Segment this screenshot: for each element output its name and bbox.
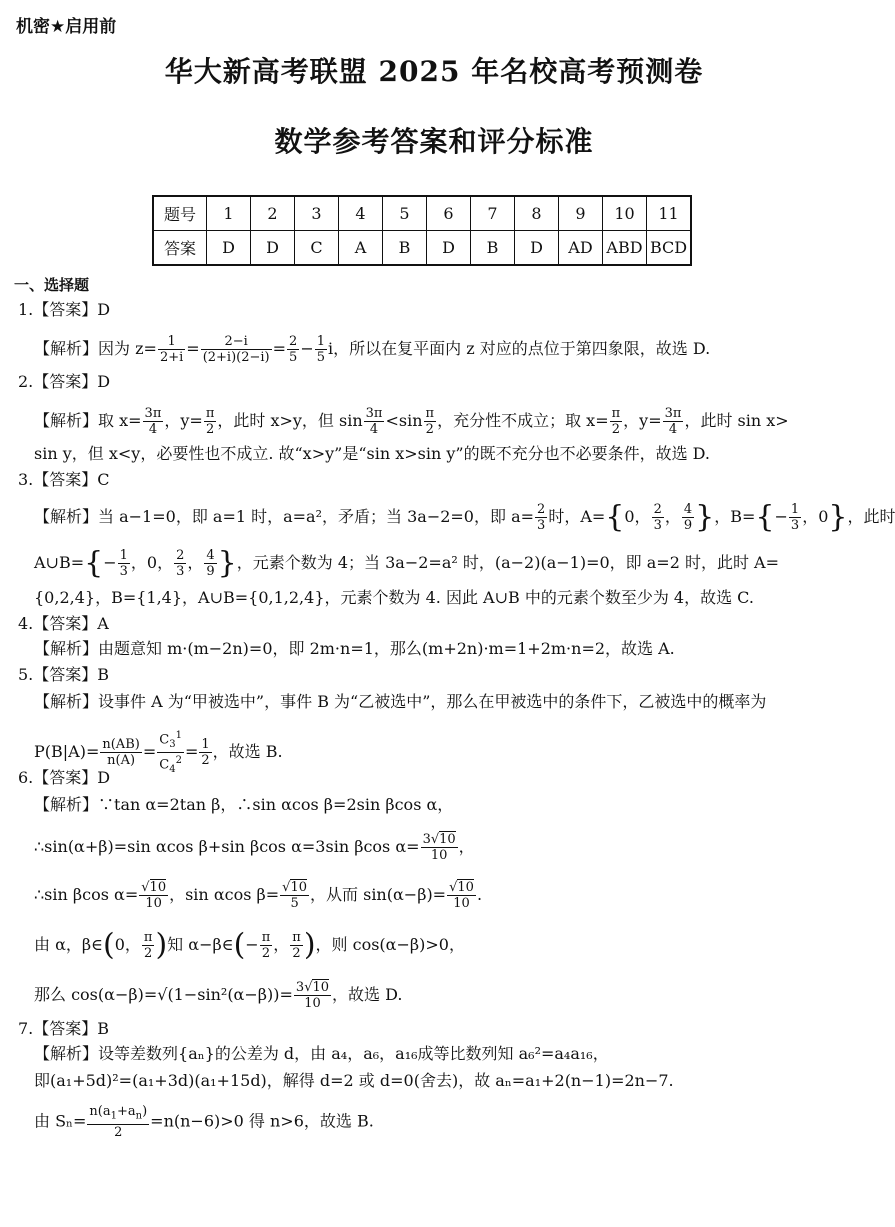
text: ，元素个数为 4；当 3a−2=a² 时，(a−2)(a−1)=0，即 a=2 时，此时 A= (236, 553, 780, 572)
question-1-answer: 1.【答案】D (18, 300, 111, 319)
number-cell: 3 (295, 196, 339, 231)
question-3-explanation-line2: A∪B={− $\frac{1}{3}$ ，0， $\frac{2}{3}$ ， $\frac{4}{9}$ }，元素个数为 4；当 3a−2=a² 时，(a−2)(a−1)=0，即 a=2 时，此时 A= (34, 545, 780, 581)
question-7-explanation-line3 (34, 1104, 374, 1140)
text: 由题意知 m·(m−2n)=0，即 2m·n=1，那么(m+2n)·m=1+2m·n=2，故选 A. (98, 639, 675, 658)
question-3-answer: 3.【答案】C (18, 470, 110, 489)
answer-table-number-row (153, 196, 691, 231)
number-cell: 2 (251, 196, 295, 231)
fraction: $\frac{3\pi}{4}$ (664, 406, 682, 437)
question-2-explanation-line2: sin y，但 x<y，必要性也不成立. 故“x>y”是“sin x>sin y”的既不充分也不必要条件，故选 D. (34, 444, 711, 463)
fraction: $\frac{2-i}{(2+i)(2-i)}$ (202, 334, 270, 365)
question-6-explanation-line3: ∴sin βcos α= $\frac{√10}{10}$ ，sin αcos β= $\frac{√10}{5}$ ，从而 sin(α−β)= $\frac{√10}{10}$ . (34, 880, 483, 911)
fraction: $\frac{2}{3}$ (653, 502, 662, 533)
fraction: $\frac{2}{5}$ (289, 334, 298, 365)
fraction: $\frac{1}{3}$ (790, 502, 800, 533)
explanation-label: 【解析】 (34, 795, 99, 814)
question-2-explanation (34, 406, 789, 437)
text: ，y= (623, 411, 662, 430)
answer-cell: D (207, 231, 251, 266)
text: ，则 cos(α−β)>0， (315, 935, 465, 954)
text: 那么 cos(α−β)=√(1−sin²(α−β))= (34, 985, 293, 1004)
exam-title: 华大新高考联盟 2025 年名校高考预测卷 (164, 55, 704, 88)
fraction: $\frac{\pi}{2}$ (292, 930, 301, 961)
answer-cell: B (383, 231, 427, 266)
question-7-explanation (34, 1046, 609, 1062)
fraction: $\frac{√10}{10}$ (141, 880, 167, 911)
number-cell: 8 (515, 196, 559, 231)
fraction: $\frac{\pi}{2}$ (261, 930, 271, 961)
number-cell: 1 (207, 196, 251, 231)
answer-cell: B (471, 231, 515, 266)
fraction: $\frac{1}{2+i}$ (159, 334, 184, 365)
question-6-explanation (34, 797, 453, 813)
fraction: $\frac{3\pi}{4}$ (144, 406, 162, 437)
text: ，B= (714, 507, 756, 526)
fraction: $\frac{n(a_1+a_n)}{2}$ (89, 1104, 148, 1140)
question-3-explanation: 【解析】当 a−1=0，即 a=1 时，a=a²，矛盾；当 3a−2=0，即 a= $\frac{2}{3}$ 时，A={0， $\frac{2}{3}$ ， $\frac{4}{9}$ }，B={− $\frac{1}{3}$ ，0}，此时 (34, 499, 895, 535)
question-5-explanation (34, 694, 766, 710)
number-row-label: 题号 (153, 196, 207, 231)
answer-cell: AD (559, 231, 603, 266)
question-7-answer: 7.【答案】B (18, 1019, 110, 1038)
number-cell: 11 (647, 196, 692, 231)
text: ，y= (164, 411, 203, 430)
answer-row-label: 答案 (153, 231, 207, 266)
fraction: $\frac{√10}{10}$ (449, 880, 474, 911)
text: P(B|A)= (34, 741, 100, 761)
fraction: $\frac{3√10}{10}$ (422, 832, 456, 863)
text: ，从而 sin(α−β)= (310, 885, 447, 904)
text: <sin (385, 411, 423, 430)
question-4-explanation (34, 641, 675, 657)
answer-cell: D (427, 231, 471, 266)
question-1-explanation: 【解析】因为 z= $\frac{1}{2+i}$ = $\frac{2-i}{(2+i)(2-i)}$ = $\frac{2}{5}$ − $\frac{1}{5}$ i，所以在复平面内 z 对应的点位于第四象限，故选 D. (34, 334, 711, 365)
text: ∵tan α=2tan β，∴sin αcos β=2sin βcos α， (98, 795, 454, 814)
question-7-explanation-line2: 即(a₁+5d)²=(a₁+3d)(a₁+15d)，解得 d=2 或 d=0(舍去)，故 aₙ=a₁+2(n−1)=2n−7. (34, 1071, 674, 1090)
question-2-answer: 2.【答案】D (18, 372, 111, 391)
number-cell: 6 (427, 196, 471, 231)
explanation-label: 【解析】 (34, 639, 99, 658)
number-cell: 7 (471, 196, 515, 231)
number-cell: 9 (559, 196, 603, 231)
section-heading: 一、选择题 (14, 276, 90, 294)
answer-cell: ABD (603, 231, 647, 266)
question-6-explanation-line4: 由 α，β∈(0， $\frac{\pi}{2}$ )知 α−β∈(− $\frac{\pi}{2}$ ， $\frac{\pi}{2}$ )，则 cos(α−β)>0， (34, 927, 465, 963)
text: 设事件 A 为“甲被选中”，事件 B 为“乙被选中”，那么在甲被选中的条件下，乙被选中的概率为 (98, 692, 767, 711)
text: ，故选 D. (332, 985, 403, 1004)
explanation-label: 【解析】 (34, 692, 99, 711)
fraction: $\frac{4}{9}$ (206, 548, 215, 579)
document-subtitle: 数学参考答案和评分标准 (274, 125, 594, 158)
answer-table-answer-row (153, 231, 691, 266)
text: ，此时 x>y，但 sin (217, 411, 363, 430)
question-3-explanation-line3: {0,2,4}，B={1,4}，A∪B={0,1,2,4}，元素个数为 4. 因此 A∪B 中的元素个数至少为 4，故选 C. (34, 588, 754, 607)
text: A∪B= (34, 553, 85, 572)
fraction: $\frac{\pi}{2}$ (205, 406, 215, 437)
text: 由 α，β∈ (34, 935, 103, 954)
text: ，此时 (847, 507, 895, 526)
text: =n(n−6)>0 得 n>6，故选 B. (150, 1111, 374, 1131)
fraction: $\frac{\pi}{2}$ (425, 406, 435, 437)
fraction: $\frac{3\pi}{4}$ (365, 406, 383, 437)
text: ，故选 B. (212, 741, 283, 761)
text: ，此时 sin x> (684, 411, 789, 430)
number-cell: 4 (339, 196, 383, 231)
question-5-explanation-line2: P(B|A)= $\frac{n(AB)}{n(A)}$ = $\frac{C_3^1}{C_4^2}$ = $\frac{1}{2}$ ，故选 B. (34, 730, 283, 775)
explanation-label: 【解析】 (34, 411, 99, 430)
answer-cell: BCD (647, 231, 692, 266)
explanation-label: 【解析】 (34, 507, 99, 526)
fraction: $\frac{\pi}{2}$ (611, 406, 621, 437)
text: 取 x= (98, 411, 142, 430)
answer-cell: D (251, 231, 295, 266)
fraction: $\frac{3√10}{10}$ (295, 980, 330, 1011)
fraction: $\frac{4}{9}$ (683, 502, 693, 533)
fraction: $\frac{1}{2}$ (201, 736, 210, 768)
text: 由 Sₙ= (34, 1111, 87, 1131)
number-cell: 10 (603, 196, 647, 231)
text: 设等差数列{aₙ}的公差为 d，由 a₄，a₆，a₁₆成等比数列知 a₆²=a₄a₁₆， (98, 1044, 609, 1063)
fraction: $\frac{\pi}{2}$ (143, 930, 153, 961)
text: ∴sin(α+β)=sin αcos β+sin βcos α=3sin βcos α= (34, 837, 420, 856)
text: ∴sin βcos α= (34, 885, 139, 904)
question-4-answer: 4.【答案】A (18, 614, 109, 633)
text: 因为 z= (98, 339, 157, 358)
answer-table (152, 195, 692, 266)
number-cell: 5 (383, 196, 427, 231)
fraction: $\frac{1}{3}$ (119, 548, 128, 579)
confidential-mark: 机密★启用前 (16, 17, 117, 37)
fraction: $\frac{√10}{5}$ (282, 880, 308, 911)
text: ，充分性不成立；取 x= (437, 411, 609, 430)
text: 知 α−β∈ (167, 935, 234, 954)
text: ，sin αcos β= (169, 885, 280, 904)
fraction: $\frac{C_3^1}{C_4^2}$ (159, 730, 182, 775)
fraction: $\frac{2}{3}$ (176, 548, 185, 579)
fraction: $\frac{n(AB)}{n(A)}$ (102, 736, 140, 768)
answer-cell: C (295, 231, 339, 266)
explanation-label: 【解析】 (34, 339, 99, 358)
explanation-label: 【解析】 (34, 1044, 99, 1063)
text: 时，A= (548, 507, 606, 526)
text: 当 a−1=0，即 a=1 时，a=a²，矛盾；当 3a−2=0，即 a= (98, 507, 535, 526)
fraction: $\frac{1}{5}$ (316, 334, 325, 365)
question-6-answer: 6.【答案】D (18, 768, 111, 787)
fraction: $\frac{2}{3}$ (537, 502, 546, 533)
question-6-explanation-line2: ∴sin(α+β)=sin αcos β+sin βcos α=3sin βcos α= $\frac{3√10}{10}$ ， (34, 832, 475, 863)
question-6-explanation-line5 (34, 980, 402, 1011)
question-5-answer: 5.【答案】B (18, 665, 110, 684)
answer-cell: A (339, 231, 383, 266)
text: ，所以在复平面内 z 对应的点位于第四象限，故选 D. (333, 339, 711, 358)
answer-cell: D (515, 231, 559, 266)
